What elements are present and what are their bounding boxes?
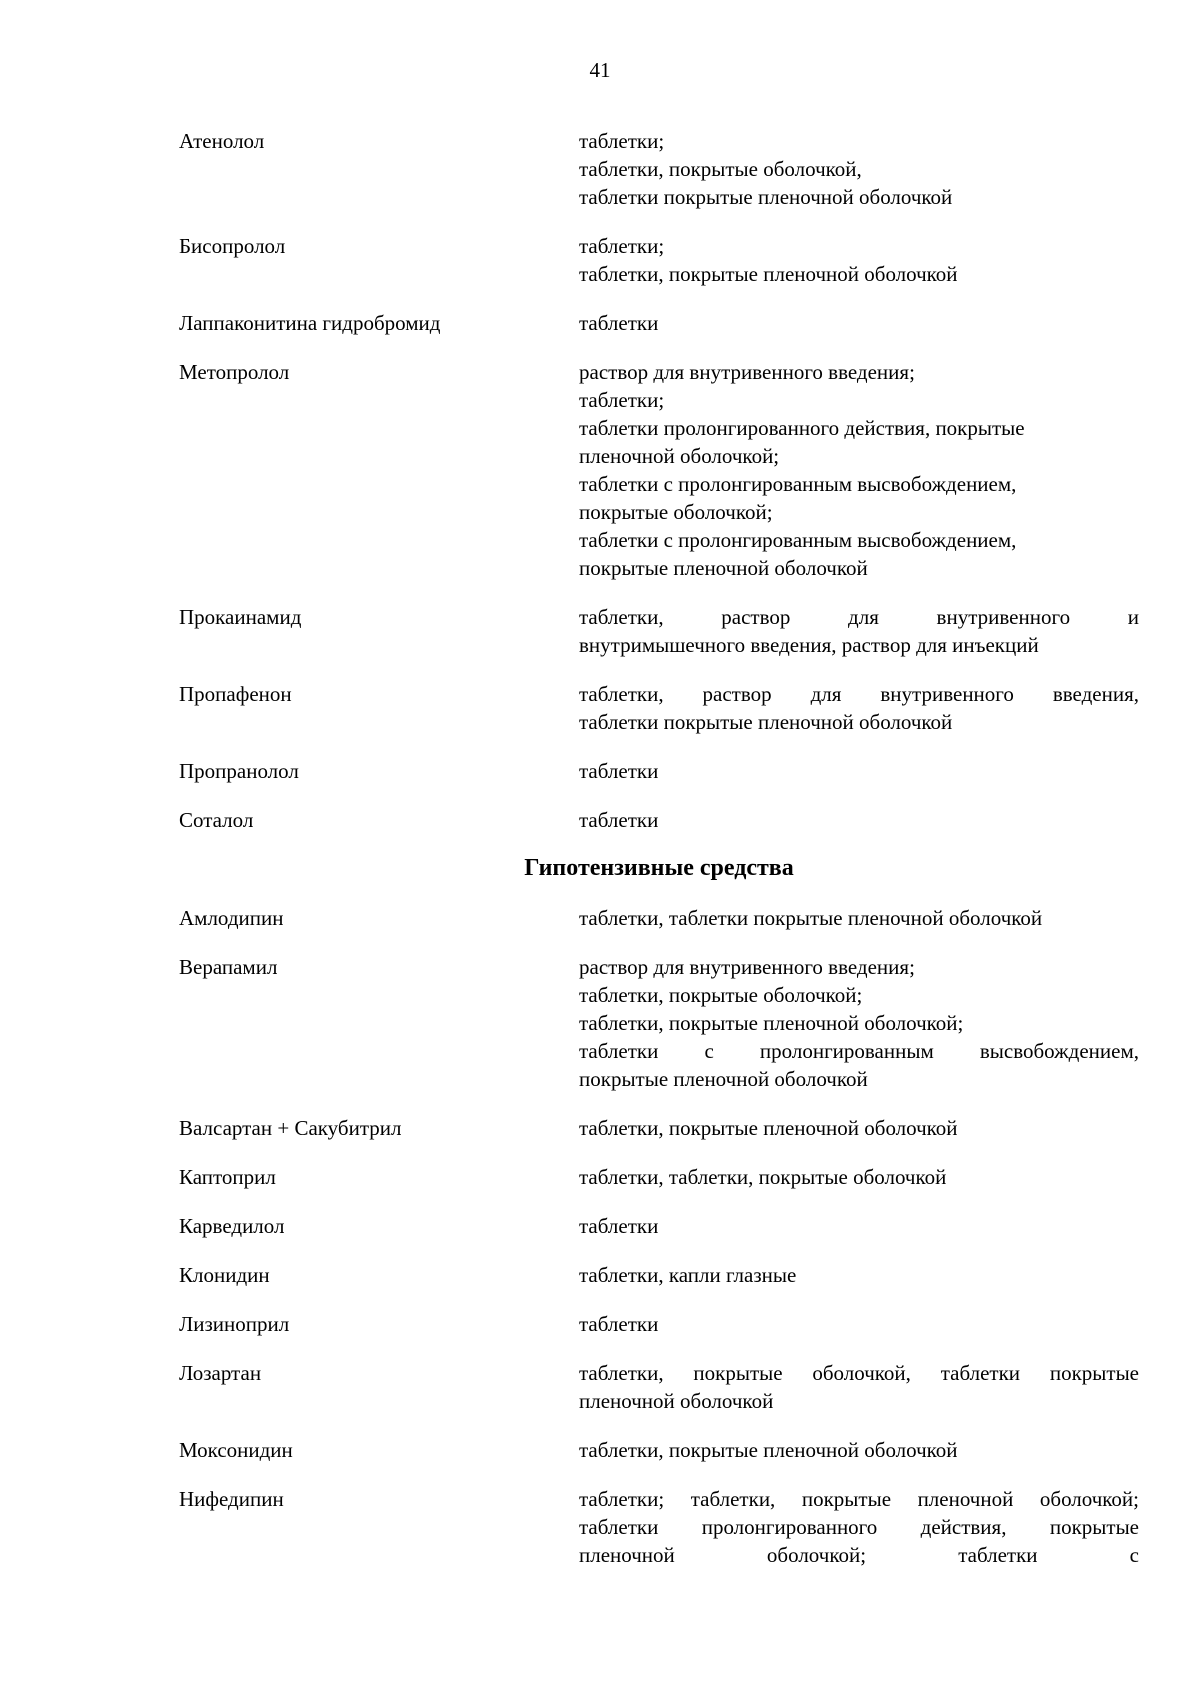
- dosage-form-line: таблетки пролонгированного действия, покрытые: [579, 1515, 1139, 1539]
- drug-name: Бисопролол: [179, 234, 286, 258]
- drug-name: Пропафенон: [179, 682, 292, 706]
- dosage-forms: [579, 1163, 1139, 1191]
- drug-name: Пропранолол: [179, 759, 299, 783]
- dosage-forms: [579, 680, 1139, 736]
- drug-name: Прокаинамид: [179, 605, 302, 629]
- page-number: 41: [589, 58, 611, 82]
- drug-name: Соталол: [179, 808, 254, 832]
- dosage-form-line: таблетки, раствор для внутривенного и: [579, 605, 1139, 629]
- drug-row: [179, 1163, 1139, 1191]
- dosage-form-line: таблетки покрытые пленочной оболочкой: [579, 710, 953, 734]
- dosage-forms: [579, 127, 1139, 211]
- dosage-forms: [579, 358, 1139, 582]
- dosage-form-line: пленочной оболочкой: [579, 1389, 774, 1413]
- dosage-forms: [579, 953, 1139, 1093]
- drug-name: Метопролол: [179, 360, 290, 384]
- dosage-forms: [579, 904, 1139, 932]
- section-heading: Гипотензивные средства: [524, 855, 794, 881]
- dosage-form-line: таблетки;: [579, 234, 665, 258]
- drug-row: [179, 1359, 1139, 1415]
- dosage-form-line: таблетки: [579, 808, 659, 832]
- drug-row: [179, 806, 1139, 834]
- dosage-form-line: таблетки, капли глазные: [579, 1263, 797, 1287]
- dosage-forms: [579, 309, 1139, 337]
- dosage-forms: [579, 1261, 1139, 1289]
- drug-name: Лозартан: [179, 1361, 262, 1385]
- dosage-forms: [579, 1485, 1139, 1569]
- dosage-form-line: таблетки, покрытые оболочкой,: [579, 157, 862, 181]
- dosage-forms: [579, 806, 1139, 834]
- dosage-form-line: таблетки с пролонгированным высвобождением,: [579, 472, 1017, 496]
- drug-name: Верапамил: [179, 955, 278, 979]
- dosage-form-line: таблетки с пролонгированным высвобождением,: [579, 528, 1017, 552]
- drug-row: [179, 680, 1139, 736]
- dosage-forms: [579, 603, 1139, 659]
- dosage-form-line: таблетки: [579, 311, 659, 335]
- drug-row: [179, 1114, 1139, 1142]
- dosage-form-line: раствор для внутривенного введения;: [579, 955, 915, 979]
- dosage-form-line: таблетки, покрытые оболочкой;: [579, 983, 863, 1007]
- dosage-form-line: таблетки; таблетки, покрытые пленочной оболочкой;: [579, 1487, 1139, 1511]
- dosage-forms: [579, 1436, 1139, 1464]
- drug-name: Клонидин: [179, 1263, 270, 1287]
- dosage-form-line: внутримышечного введения, раствор для инъекций: [579, 633, 1039, 657]
- dosage-form-line: покрытые пленочной оболочкой: [579, 556, 868, 580]
- dosage-form-line: таблетки, покрытые пленочной оболочкой: [579, 1438, 958, 1462]
- drug-row: [179, 757, 1139, 785]
- dosage-form-line: таблетки, таблетки, покрытые оболочкой: [579, 1165, 947, 1189]
- dosage-forms: [579, 1212, 1139, 1240]
- dosage-form-line: таблетки, покрытые пленочной оболочкой;: [579, 1011, 964, 1035]
- dosage-forms: [579, 232, 1139, 288]
- drug-row: [179, 1310, 1139, 1338]
- drug-name: Карведилол: [179, 1214, 285, 1238]
- dosage-form-line: таблетки покрытые пленочной оболочкой: [579, 185, 953, 209]
- drug-row: [179, 603, 1139, 659]
- dosage-form-line: таблетки: [579, 759, 659, 783]
- dosage-form-line: пленочной оболочкой;: [579, 444, 780, 468]
- drug-name: Амлодипин: [179, 906, 284, 930]
- drug-row: [179, 1212, 1139, 1240]
- drug-name: Атенолол: [179, 129, 265, 153]
- drug-row: [179, 953, 1139, 1093]
- drug-row: [179, 904, 1139, 932]
- dosage-form-line: таблетки;: [579, 388, 665, 412]
- drug-row: [179, 232, 1139, 288]
- drug-row: [179, 358, 1139, 582]
- drug-name: Валсартан + Сакубитрил: [179, 1116, 402, 1140]
- drug-list: [179, 127, 1139, 1590]
- dosage-forms: [579, 757, 1139, 785]
- drug-name: Нифедипин: [179, 1487, 284, 1511]
- drug-row: [179, 1261, 1139, 1289]
- dosage-form-line: таблетки, таблетки покрытые пленочной оболочкой: [579, 906, 1043, 930]
- drug-name: Лизиноприл: [179, 1312, 290, 1336]
- drug-row: [179, 309, 1139, 337]
- dosage-form-line: таблетки;: [579, 129, 665, 153]
- dosage-forms: [579, 1310, 1139, 1338]
- dosage-form-line: таблетки, покрытые пленочной оболочкой: [579, 262, 958, 286]
- dosage-form-line: таблетки с пролонгированным высвобождением,: [579, 1039, 1139, 1063]
- dosage-form-line: таблетки: [579, 1312, 659, 1336]
- drug-name: Моксонидин: [179, 1438, 293, 1462]
- dosage-form-line: таблетки, покрытые оболочкой, таблетки покрытые: [579, 1361, 1139, 1385]
- drug-row: [179, 1485, 1139, 1569]
- dosage-form-line: пленочной оболочкой; таблетки с: [579, 1543, 1139, 1567]
- dosage-form-line: таблетки, раствор для внутривенного введения,: [579, 682, 1139, 706]
- drug-name: Каптоприл: [179, 1165, 276, 1189]
- drug-name: Лаппаконитина гидробромид: [179, 311, 441, 335]
- dosage-form-line: таблетки, покрытые пленочной оболочкой: [579, 1116, 958, 1140]
- dosage-form-line: раствор для внутривенного введения;: [579, 360, 915, 384]
- dosage-forms: [579, 1114, 1139, 1142]
- dosage-form-line: покрытые оболочкой;: [579, 500, 773, 524]
- dosage-form-line: таблетки пролонгированного действия, покрытые: [579, 416, 1025, 440]
- drug-row: [179, 1436, 1139, 1464]
- dosage-form-line: таблетки: [579, 1214, 659, 1238]
- drug-row: [179, 127, 1139, 211]
- dosage-form-line: покрытые пленочной оболочкой: [579, 1067, 868, 1091]
- dosage-forms: [579, 1359, 1139, 1415]
